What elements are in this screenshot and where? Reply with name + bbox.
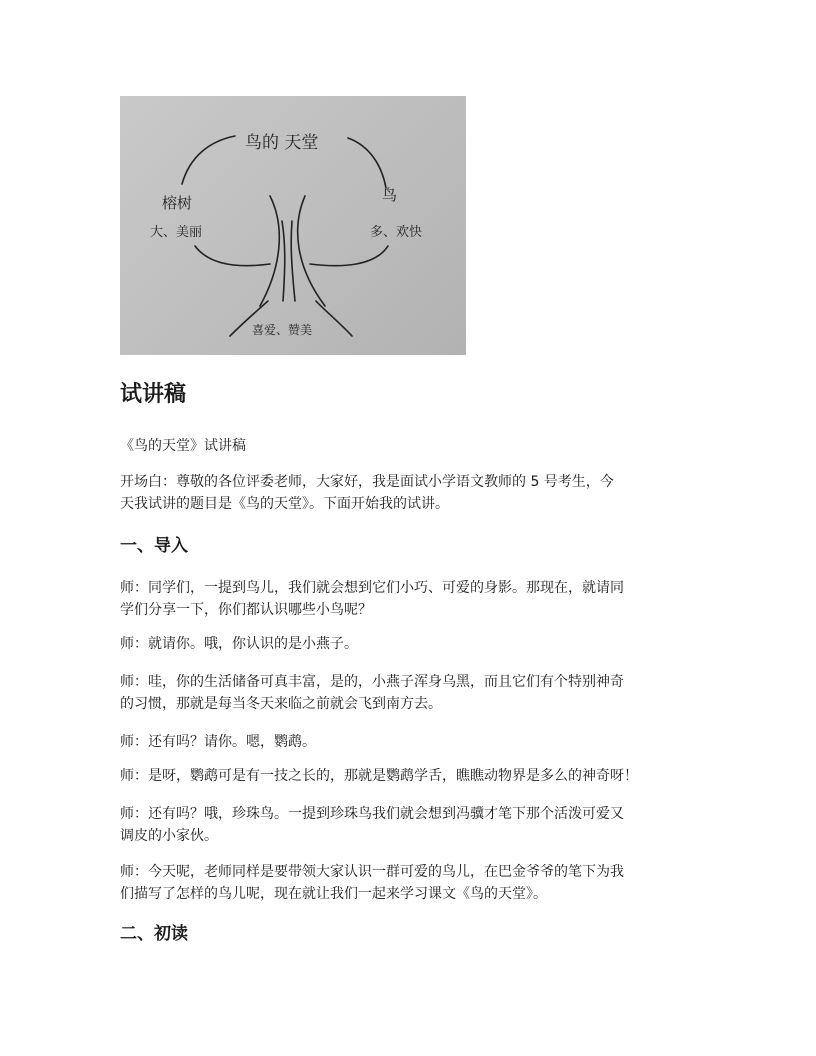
intro-line-1: 开场白：尊敬的各位评委老师，大家好，我是面试小学语文教师的 5 号考生，今 [120,474,614,490]
paragraph-3-line-2: 的习惯，那就是每当冬天来临之前就会飞到南方去。 [120,696,442,712]
photo-title: 鸟的 天堂 [245,133,319,153]
intro-line-2: 天我试讲的题目是《鸟的天堂》。下面开始我的试讲。 [120,496,449,512]
photo-bottom-text: 喜爱、赞美 [252,323,313,337]
photo-right-desc: 多、欢快 [370,225,423,240]
mind-map-sketch [120,96,466,355]
paragraph-6-line-1: 师：还有吗？哦，珍珠鸟。一提到珍珠鸟我们就会想到冯骥才笔下那个活泼可爱又 [120,806,624,822]
paragraph-6-line-2: 调皮的小家伙。 [120,828,218,844]
paragraph-1-line-1: 师：同学们，一提到鸟儿，我们就会想到它们小巧、可爱的身影。那现在，就请同 [120,580,624,596]
section-heading-intro: 一、导入 [120,536,188,556]
paragraph-7-line-1: 师：今天呢，老师同样是要带领大家认识一群可爱的鸟儿，在巴金爷爷的笔下为我 [120,864,624,880]
section-heading-first-reading: 二、初读 [120,924,188,944]
paragraph-2: 师：就请你。哦，你认识的是小燕子。 [120,636,358,652]
paragraph-7-line-2: 们描写了怎样的鸟儿呢，现在就让我们一起来学习课文《鸟的天堂》。 [120,886,547,902]
subtitle: 《鸟的天堂》试讲稿 [120,438,246,454]
paragraph-1-line-2: 学们分享一下，你们都认识哪些小鸟呢？ [120,602,372,618]
paragraph-4: 师：还有吗？请你。嗯，鹦鹉。 [120,734,316,750]
photo-right-label: 鸟 [382,186,398,204]
photo-left-desc: 大、美丽 [150,225,203,240]
blackboard-photo [120,96,466,355]
photo-left-label: 榕树 [162,194,193,212]
page-title: 试讲稿 [120,382,187,407]
paragraph-5: 师：是呀，鹦鹉可是有一技之长的，那就是鹦鹉学舌，瞧瞧动物界是多么的神奇呀！ [120,768,638,784]
paragraph-3-line-1: 师：哇，你的生活储备可真丰富，是的，小燕子浑身乌黑，而且它们有个特别神奇 [120,674,624,690]
